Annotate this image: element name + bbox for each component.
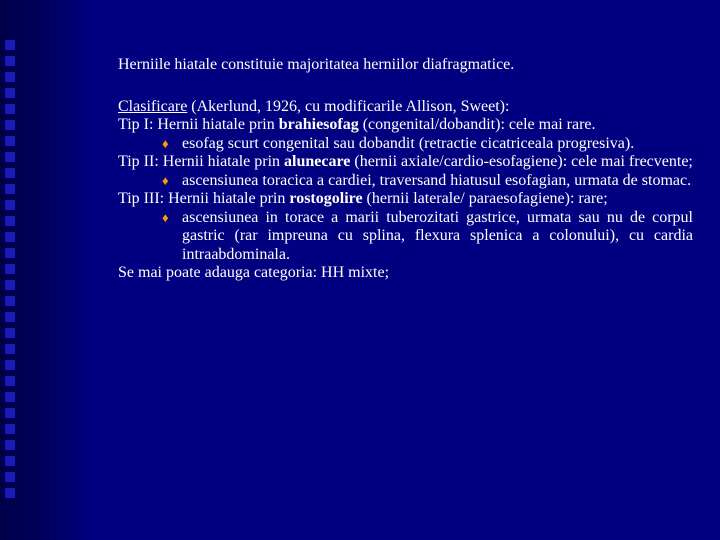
left-decorative-bar	[0, 0, 86, 540]
type-2-term: alunecare	[284, 153, 351, 170]
decorative-square	[5, 40, 15, 50]
decorative-square	[5, 88, 15, 98]
decorative-square	[5, 280, 15, 290]
diamond-bullet-icon: ♦	[162, 209, 169, 225]
slide-content	[118, 56, 693, 283]
decorative-square	[5, 488, 15, 498]
decorative-square	[5, 104, 15, 114]
decorative-square	[5, 56, 15, 66]
classification-subtitle: (Akerlund, 1926, cu modificarile Allison, Sweet):	[187, 97, 510, 115]
decorative-square	[5, 360, 15, 370]
decorative-square	[5, 248, 15, 258]
type-2-bullet-text: ascensiunea toracica a cardiei, traversand hiatusul esofagian, urmata de stomac.	[182, 171, 692, 189]
classification-title: Clasificare	[118, 97, 188, 115]
decorative-square	[5, 408, 15, 418]
decorative-square	[5, 456, 15, 466]
decorative-square	[5, 200, 15, 210]
decorative-square	[5, 440, 15, 450]
type-1-suffix: (congenital/dobandit): cele mai rare.	[358, 116, 596, 133]
decorative-square	[5, 312, 15, 322]
decorative-square	[5, 424, 15, 434]
type-3-suffix: (hernii laterale/ paraesofagiene): rare;	[362, 190, 608, 207]
type-1-term: brahiesofag	[278, 116, 359, 133]
closing-text: Se mai poate adauga categoria: HH mixte;	[118, 264, 390, 281]
decorative-square	[5, 216, 15, 226]
type-2-bullet	[118, 172, 693, 191]
diamond-bullet-icon: ♦	[162, 172, 169, 188]
intro-text: Herniile hiatale constituie majoritatea herniilor diafragmatice.	[118, 56, 515, 73]
decorative-square	[5, 296, 15, 306]
decorative-square	[5, 184, 15, 194]
decorative-square	[5, 136, 15, 146]
type-2-prefix: Tip II: Hernii hiatale prin	[118, 153, 285, 170]
type-3-bullet-text: ascensiunea in torace a marii tuberozitati gastrice, urmata sau nu de corpul gastric (rar impreuna cu splina, flexura splenica a colonului), cu cardia intraabdominala.	[182, 208, 693, 263]
decorative-square	[5, 264, 15, 274]
classification-heading	[118, 98, 693, 117]
decorative-square	[5, 376, 15, 386]
decorative-square	[5, 472, 15, 482]
type-3-term: rostogolire	[289, 190, 363, 207]
decorative-square	[5, 328, 15, 338]
type-1-line	[118, 116, 693, 135]
decorative-square	[5, 168, 15, 178]
type-3-bullet	[118, 209, 693, 265]
type-1-prefix: Tip I: Hernii hiatale prin	[118, 116, 279, 133]
decorative-square	[5, 392, 15, 402]
type-1-bullet-text: esofag scurt congenital sau dobandit (retractie cicatriceala progresiva).	[182, 134, 635, 152]
type-3-line	[118, 190, 693, 209]
decorative-square	[5, 152, 15, 162]
type-2-line	[118, 153, 693, 172]
diamond-bullet-icon: ♦	[162, 135, 169, 151]
type-3-prefix: Tip III: Hernii hiatale prin	[118, 190, 290, 207]
decorative-square	[5, 120, 15, 130]
type-1-bullet	[118, 135, 693, 154]
decorative-squares	[5, 40, 21, 504]
type-2-suffix: (hernii axiale/cardio-esofagiene): cele mai frecvente;	[350, 153, 693, 170]
decorative-square	[5, 344, 15, 354]
decorative-square	[5, 72, 15, 82]
decorative-square	[5, 232, 15, 242]
